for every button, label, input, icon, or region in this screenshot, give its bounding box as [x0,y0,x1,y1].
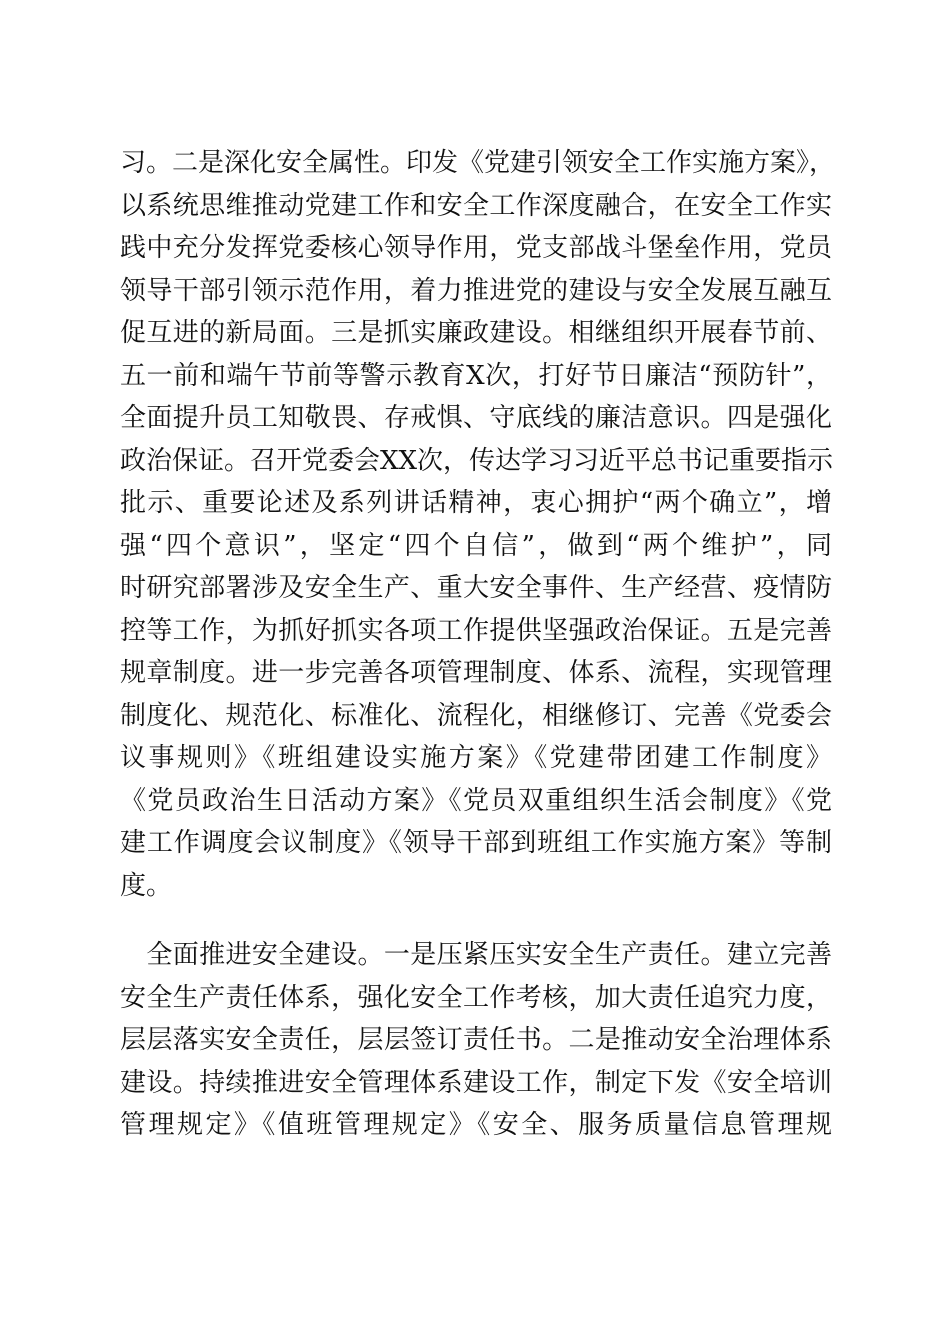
paragraph-line: 领导干部引领示范作用，着力推进党的建设与安全发展互融互 [120,275,832,306]
paragraph-line: 习。二是深化安全属性。印发《党建引领安全工作实施方案》， [120,148,836,178]
paragraph-line: 时研究部署涉及安全生产、重大安全事件、生产经营、疫情防 [120,573,832,603]
paragraph-line: 强“四个意识”，坚定“四个自信”，做到“两个维护”，同 [120,530,832,561]
paragraph-line: 建设。持续推进安全管理体系建设工作，制定下发《安全培训 [120,1067,832,1098]
paragraph-line: 践中充分发挥党委核心领导作用，党支部战斗堡垒作用，党员 [120,233,832,263]
paragraph-line: 度。 [120,870,173,901]
paragraph-line: 促互进的新局面。三是抓实廉政建设。相继组织开展春节前、 [120,318,832,348]
paragraph-line: 管理规定》《值班管理规定》《安全、服务质量信息管理规 [120,1110,832,1140]
paragraph-line: 议事规则》《班组建设实施方案》《党建带团建工作制度》 [120,743,832,773]
paragraph-2 [120,934,832,1147]
paragraph-line: 《党员政治生日活动方案》《党员双重组织生活会制度》《党 [120,785,832,816]
paragraph-line: 以系统思维推动党建工作和安全工作深度融合，在安全工作实 [120,190,832,221]
paragraph-line: 控等工作，为抓好抓实各项工作提供坚强政治保证。五是完善 [120,615,832,646]
paragraph-line: 规章制度。进一步完善各项管理制度、体系、流程，实现管理 [120,658,832,688]
paragraph-line: 批示、重要论述及系列讲话精神，衷心拥护“两个确立”，增 [120,488,832,518]
paragraph-line: 全面推进安全建设。一是压紧压实安全生产责任。建立完善 [120,940,832,970]
paragraph-line: 建工作调度会议制度》《领导干部到班组工作实施方案》等制 [120,828,832,858]
paragraph-line: 五一前和端午节前等警示教育X次，打好节日廉洁“预防针”， [120,360,832,391]
paragraph-line: 全面提升员工知敬畏、存戒惧、守底线的廉洁意识。四是强化 [120,403,832,433]
paragraph-line: 安全生产责任体系，强化安全工作考核，加大责任追究力度， [120,982,832,1013]
paragraph-line: 政治保证。召开党委会XX次，传达学习习近平总书记重要指示 [120,445,834,476]
paragraph-line: 制度化、规范化、标准化、流程化，相继修订、完善《党委会 [120,700,832,731]
paragraph-line: 层层落实安全责任，层层签订责任书。二是推动安全治理体系 [120,1025,832,1055]
paragraph-1 [120,142,836,907]
